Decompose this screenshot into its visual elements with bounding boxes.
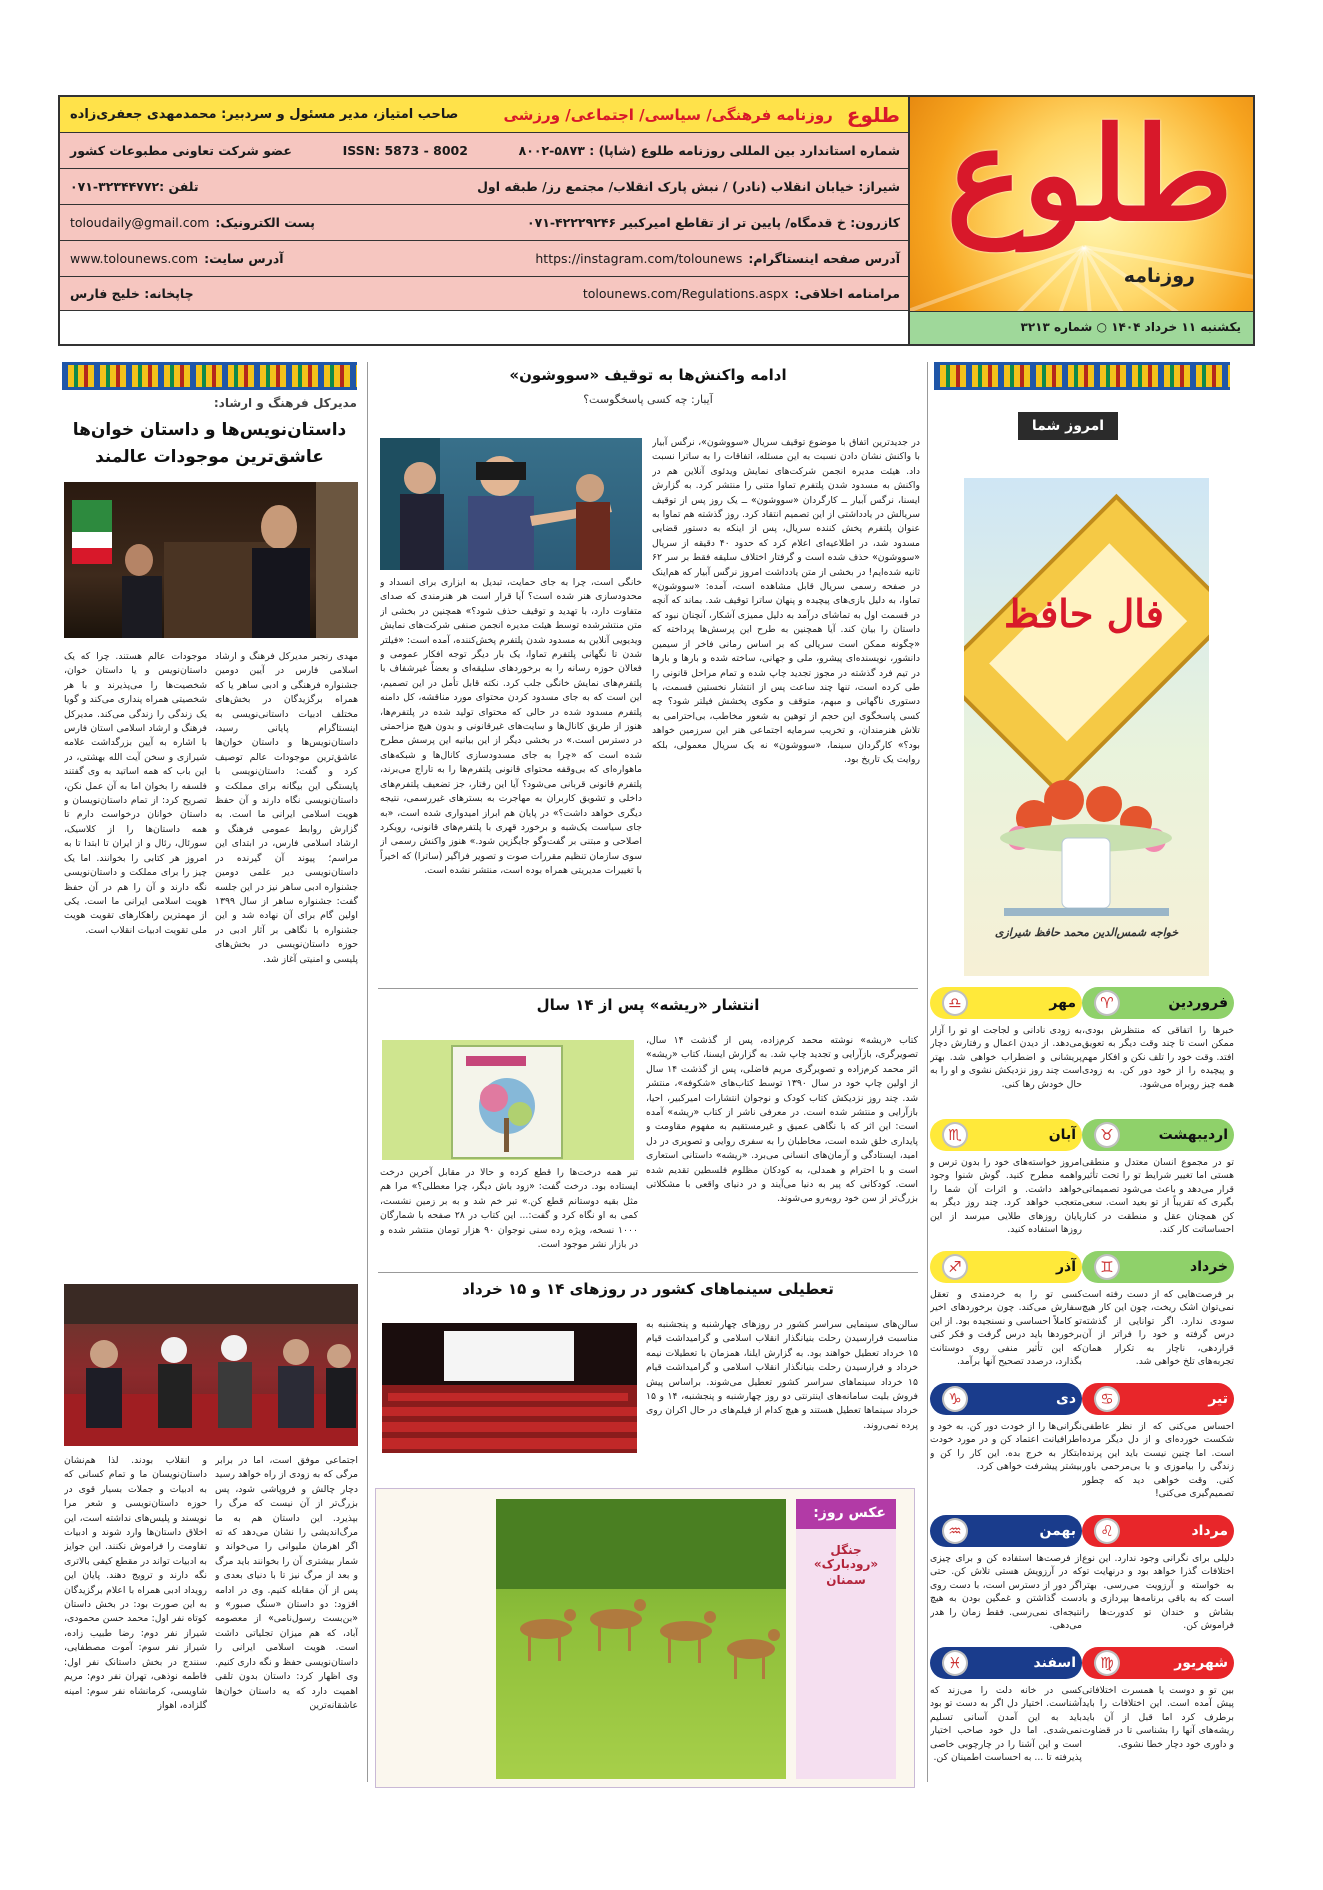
risheh-article-headline: انتشار «ریشه» پس از ۱۴ سال: [536, 996, 760, 1014]
zodiac-symbol-icon: ♑: [942, 1386, 968, 1412]
horoscope-sign: [930, 1515, 1082, 1642]
masthead-row-ethics: [60, 277, 910, 311]
masthead-issn: ISSN: 5873 - 8002: [342, 143, 468, 158]
logo-box: [908, 97, 1253, 311]
zodiac-symbol-icon: ♍: [1094, 1650, 1120, 1676]
horoscope-sign-name: شهریور: [1174, 1655, 1228, 1671]
horoscope-sign-name: اردیبهشت: [1158, 1127, 1228, 1143]
horoscope-sign: [930, 1251, 1082, 1378]
horoscope-sign-text: احساس می‌کنی که از نظر عاطفی شکست خورده‌ای و از دل دیگر مرده است. اما چنین نیست باید این پرنده زندگی را بیاموزی و با بی‌مرحمی باور کنی. وقت خواهی دید که چطور تصمیم‌گیری می‌کنی!: [1082, 1421, 1234, 1500]
hafez-poster: [964, 478, 1209, 976]
masthead-email-label: پست الکترونیک:: [215, 215, 315, 230]
horoscope-sign-name: بهمن: [1039, 1523, 1076, 1539]
left-article-headline: داستان‌نویس‌ها و داستان خوان‌ها عاشق‌ترین موجودات عالمند: [72, 420, 347, 467]
horoscope-sign-text: تو در مجموع انسان معتدل و منطقی هستی اما تغییر شرایط تو را تحت تأثیر قرار می‌دهد و باعث می‌شود تصمیماتی بگیری که تقریباً از تو بعید است. سعی کن همچنان عقل و منطقت در کنار احساساتت کار کند.: [1082, 1157, 1234, 1236]
horoscope-sign: [1082, 1647, 1234, 1774]
horoscope-sign-text: بر فرصت‌هایی که از دست رفته است نمی‌توان اشک ریخت، چون این کار هیچ سودی ندارد. اگر توانایی از گذشته درس گرفته و خود را فراتر از آن قراردهی، ناچار به تکرار همان تجربه‌های تلخ خواهی شد.: [1082, 1289, 1234, 1368]
photo-of-day-caption-city: سمنان: [826, 1573, 866, 1587]
masthead-printer: چاپخانه: خلیج فارس: [70, 286, 194, 301]
horoscope-sign-name: دی: [1055, 1391, 1076, 1407]
horoscope-sign-title: [1082, 987, 1234, 1019]
horoscope-sign-title: [1082, 1515, 1234, 1547]
masthead-ethics-link[interactable]: tolounews.com/Regulations.aspx: [582, 286, 789, 301]
masthead-site-label: آدرس سایت:: [204, 251, 284, 266]
masthead-row-web: [60, 241, 910, 277]
masthead-row-kazerun: [60, 205, 910, 241]
newspaper-logo-subtitle: روزنامه: [1123, 265, 1195, 287]
photo-of-day-caption-panel: [796, 1529, 896, 1779]
newspaper-logo: طلوع: [946, 100, 1233, 250]
left-article-event-photo: [64, 1284, 358, 1446]
horoscope-sign-text: از فرصت‌ها استفاده کن و برای چیزی که در آرزویش هستی تلاش کن. حتی اگر دور از دسترس است، با دست روی دست گذاشتن و غمگین بودن به هیچ نتیجه‌ای نمی‌رسی. فقط زمان را هدر می‌دهی.: [930, 1553, 1082, 1632]
horoscope-sign-name: آبان: [1048, 1127, 1076, 1143]
left-article-col-2: موجودات عالم هستند. چرا که یک داستان‌نویس و یا داستان خوان، شخصیت‌ها را می‌پذیرند و با هر شخصیتی همراه پنداری می‌کند و گویا یک زندگی را زندگی می‌کند. مدیرکل فرهنگ و ارشاد اسلامی استان فارس با اشاره به آیین بزرگداشت علامه شیرازی و سخن آیت الله بهشتی، در این باب که همه اساتید به وی گفتند فلسفه را بخوان اما به آن عمل نکن، تصریح کرد: از تمام داستان‌نویسان و داستان خوانان درخواست دارم تا همه داستان‌ها را از کلاسیک، سورئال، رئال و از ایران تا ابتدا تا به امروز هر کتابی را بخوانند. اما یک چیز را برای مملکت و داستان‌نویسی نگه دارند و آن را هم در آن حفظ هویت اسلامی ایرانی ما است. یکی از مهمترین راهکارهای تقویت هویت ملی تقویت ادبیات انقلاب است.: [64, 651, 207, 936]
masthead-instagram-label: آدرس صفحه اینستاگرام:: [748, 251, 900, 266]
horoscope-sign-name: مرداد: [1191, 1523, 1228, 1539]
section-divider-2: [378, 1272, 918, 1273]
zodiac-symbol-icon: ♉: [1094, 1122, 1120, 1148]
horoscope-sign-title: [930, 1119, 1082, 1151]
photo-of-day-caption: جنگل «رودبارک»: [813, 1543, 879, 1571]
main-article-subhead: آیبار: چه کسی پاسخگوست؟: [583, 393, 713, 406]
horoscope-sign: [1082, 987, 1234, 1114]
horoscope-sign-name: آذر: [1055, 1259, 1076, 1275]
horoscope-sign: [1082, 1515, 1234, 1642]
zodiac-symbol-icon: ♒: [942, 1518, 968, 1544]
masthead-owner: صاحب امتیاز، مدیر مسئول و سردبیر: محمدمهدی جعفری‌زاده: [70, 107, 459, 122]
hafez-poster-title: فال حافظ: [1004, 591, 1164, 636]
masthead-row-issn: [60, 133, 910, 169]
masthead-email[interactable]: toloudaily@gmail.com: [70, 215, 210, 230]
horoscope-sign-name: مهر: [1049, 995, 1076, 1011]
horoscope-sign: [930, 1119, 1082, 1246]
main-article-col-right: در جدیدترین اتفاق با موضوع توقیف سریال «سووشون»، نرگس آبیار با واکنش نشان دادن نسبت به این مسئله، اتفاقات را به ساترا نسبت داد. هیئت مدیره انجمن شرکت‌های نمایش ویدئوی آنلاین هم در واکنش به مسدود شدن پلتفرم تماوا متنی را منتشر کرد. به گزارش ایسنا، نرگس آبیار ــ کارگردان «سووشون» ــ یک روز پس از توقیف سریالش در یادداشتی از این تصمیم انتقاد کرد. روز گذشته هم تماوا به عنوان پلتفرم پخش کننده سریال، پس از اینکه به دستور قضایی مسدود شد، در اطلاعیه‌ای اعلام کرد که حدود ۴۰ دقیقه از سریال «سووشون» حذف شده است و گرفتار اختلاف سلیقه فقط بر سر ۶۲ ثانیه شده‌ایم! در بخشی از متن یادداشت امروز نرگس آبیار که هم‌اینک در صفحه رسمی سریال قابل مشاهده است، آمده: «سووشون» تماوا، به دلیل بازی‌های پیچیده و پنهان ساترا توقیف شد. بماند که آنچه در قسمت اول به تماشای درآمد به دلیل ممیزی آشکار، آنچنان نبود که داستان را بیان کند. آیا همچنین به طرح این پرسش‌ها پرداخته که «چگونه ممکن است سریالی که بر اساس رمانی فاخر از سیمین دانشور، نویسنده‌ای پیشرو، ملی و جهانی، ساخته شده و بارها و بارها در تیم فرد گذشته در مجوز تجدید چاپ شده و تمام مراحل قانونی را طی کرده است، تنها چند ساعت پس از انتشار نخستین قسمت، با دستوری ناگهانی و مبهم، متوقف و مکوی پخشش فیلتر شود؟ چه کسی پاسخگوی این حجم از توهین به شعور مخاطب، بی‌احترامی به تلاش هنرمندان، و تخریب سرمایه اجتماعی هنر این سرزمین خواهد بود؟» کارگردان سینما، «سووشون» نه یک سریال معمولی، بلکه روایت یک تاریخ بود.: [652, 437, 920, 765]
left-article-col-4: و انقلاب بودند. لذا هم‌نشان داستان‌نویسان ما و تمام کسانی که به ادبیات و جملات بسیار قوی در حوزه داستان‌نویسی و شعر مرا نویسند و پلیس‌های نداشته است، این اخلاق داستان‌ها وارد شوند و ادبیات تقاومت را فراموش نکنند. این جوایز به ادبیات تواند در مقطع کیفی بالاتری نگه دارند و ترویج دهند. پایان این رویداد ادبی همراه با اعلام برگزیدگان به این صورت بود: در بخش داستان کوتاه نفر اول: محمد حسن محمودی، شیراز نفر دوم: رضا طبیب زاده، شیراز نفر سوم: آموت مصطفایی، سنندج در بخش داستانک نفر اول: فاطمه نوذهی، تهران نفر دوم: مریم شاویسی، کرمانشاه نفر سوم: امینه گلزاده، اهواز: [64, 1455, 207, 1711]
main-article-photo: [380, 438, 642, 570]
cinema-article-body: سالن‌های سینمایی سراسر کشور در روزهای چهارشنبه و پنجشنبه به مناسبت فرارسیدن رحلت بنیانگذار انقلاب اسلامی و گرامیداشت قیام ۱۵ خرداد تعطیل خواهند بود. به گزارش ایلنا، همزمان با تعطیلات نیمه خرداد و فرارسیدن رحلت بنیانگذار انقلاب اسلامی و گرامیداشت قیام ۱۵ خرداد سینماهای سراسر کشور تعطیل می‌شوند. براساس پیش فروش بلیت سامانه‌های اینترنتی دو روز چهارشنبه و پنجشنبه، ۱۴ و ۱۵ خرداد سینماها تعطیل هستند و هیچ کدام از فیلم‌های در حال اکران روی پرده نمی‌روند.: [646, 1319, 918, 1431]
masthead-row-shiraz: [60, 169, 910, 205]
horoscope-sign: [930, 1383, 1082, 1510]
horoscope-sign-name: خرداد: [1190, 1259, 1228, 1275]
issue-date: یکشنبه ۱۱ خرداد ۱۴۰۴ ○ شماره ۳۲۱۳: [908, 311, 1253, 344]
masthead-kazerun-address: کازرون: خ قدمگاه/ پایین تر از تقاطع امیرکبیر ۴۲۲۲۹۲۴۶-۰۷۱: [526, 215, 900, 230]
cinema-photo: [382, 1323, 637, 1453]
masthead-ethics-label: مرامنامه اخلاقی:: [794, 286, 900, 301]
horoscope-sign-title: [930, 1647, 1082, 1679]
masthead-paper-type: روزنامه فرهنگی/ سیاسی/ اجتماعی/ ورزشی: [503, 105, 833, 124]
risheh-book-cover: [382, 1040, 634, 1160]
zodiac-symbol-icon: ♐: [942, 1254, 968, 1280]
horoscope-sign-text: کسی تو را به خردمندی و تعقل سفارش می‌کند. چون برخوردهای اخیر تو کاملاً احساسی و نسنجیده بود. از این برخوردها باید درس گرفت و فکر کنی که این تأثیر منفی روی دوستانت بگذارد، درصدد تصحیح آنها برآمد.: [930, 1289, 1082, 1368]
zodiac-symbol-icon: ♎: [942, 990, 968, 1016]
left-article-col-3: اجتماعی موفق است، اما در برابر مرگی که به زودی از راه خواهد رسید دچار چالش و فروپاشی شود، پس بزرگ‌تر از آن نیست که مرگ را بپذیرد. این داستان هم به ما مرگ‌اندیشی را نشان می‌دهد که ته‌ اگر اهرمان ملیوانی را می‌خواند و شمار بیشتری آن را بخوانند باید مرگ و بعد از مرگ نیز تا با دنیای بعدی و پس از آن مقابله کنیم. وی در ادامه افزود: دو داستان «سنگ صبور» و «بن‌بست رسول‌نامی» از معصومه آباد، که هم میزان تجلیاتی داشت است. هویت اسلامی ایرانی را داستان‌نویسی حفظ و نگه داری کنیم. وی اظهار کرد: داستان بدون تلقی اهمیت دارد که یه داستان خوان‌ها عاشقانه‌ترین: [215, 1455, 358, 1711]
horoscope-sign: [1082, 1251, 1234, 1378]
masthead-issn-intl: شماره استاندارد بین المللی روزنامه طلوع (شاپا) : ۵۸۷۳-۸۰۰۲: [518, 143, 900, 158]
horoscope-sign-name: فروردین: [1168, 995, 1228, 1011]
horoscope-sign: [1082, 1119, 1234, 1246]
left-article-col-1: مهدی رنجبر مدیرکل فرهنگ و ارشاد اسلامی فارس در آیین دومین جشنواره فرهنگی و ادبی ساهر یا که همراه برگزیدگان در بخش‌های مختلف ادبیات داستانی‌نویسی به اینستاگرام پایانی رسید، داستان‌نویس‌ها و داستان خوان‌ها عاشق‌ترین موجودات عالم توصیف کرد و گفت: داستان‌نویسی با پایستگی این بیگانه برای مملکت و داستان‌نویسی نگاه دارند و آن حفظ هویت اسلامی ایرانی ما است. به گزارش روابط عمومی فرهنگ و ارشاد اسلامی فارس، در ابتدای این مراسم؛ پیوند آن گیرنده در داستان‌نویسی دیر علمی دومین جشنواره ادبی ساهر نیز در این جلسه گفت: جشنواره ساهر از سال ۱۳۹۹ اولین گام برای آن نهاده شد و این جشنواره با نگاهی بر آثار ادبی در حوزه داستان‌نویسی در بخش‌های پلیسی و امنیتی آغاز شد.: [215, 651, 358, 965]
masthead-blank-row: [60, 311, 910, 344]
horoscope-sign-title: [1082, 1383, 1234, 1415]
horoscope-sign-text: بین تو و دوست یا همسرت اختلافاتی پیش آمده است. این اختلافات را باید برطرف کرد اما قبل از آن باید ریشه‌های آنها را بشناسی تا در قضاوت و داوری خود دچار خطا نشوی.: [1082, 1685, 1234, 1750]
horoscope-sign-title: [1082, 1119, 1234, 1151]
horoscope-sign-text: خبرها را اتفاقی که منتظرش بودی، ممکن است تا چند وقت دیگر به تعویق افتد. وقت خود را تلف نکن و افکار مهم و پیچیده را از خود دور کن. به زودی همه چیز روبراه می‌شود.: [1082, 1025, 1234, 1090]
decorative-tile-strip-left: [62, 362, 357, 390]
column-divider: [367, 362, 368, 1782]
photo-of-day-box: [375, 1488, 915, 1788]
horoscope-sign-title: [930, 987, 1082, 1019]
main-article-col-left: خانگی است، چرا به جای حمایت، تبدیل به ابزاری برای انسداد و محدودسازی هنر شده است؟ آیا قرار است هر هنرمندی که صدای متفاوت دارد، با تهدید و توقیف حذف شود؟» همچنین در بخشی از متن منتشرشده توسط هیئت مدیره انجمن صنفی شرکت‌های نمایش ویدیویی آنلاین به مسدود شدن پلتفرم پخش‌کننده، آمده است: «فیلتر شدن تا نگهانی پلتفرم تماوا، یک بار دیگر توجه افکار عمومی و فعالان حوزه رسانه را به برخوردهای سلیقه‌ای و بعضاً غیرشفاف با پلتفرم‌های نمایش خانگی جلب کرد. نکته قابل تأمل در این تصمیم، این است که به جای مسدود کردن محتوای مورد مناقشه، کل دامنه پلتفرم مسدود شده در حالی که محتوای تولید شده در پلتفرم‌ها، هنوز از طریق کانال‌ها و سایت‌های غیرقانونی و بدون هیچ مزاحمتی در دسترس است.» در بخشی دیگر از این بیانیه این پرسش مطرح شده است که «چرا به جای مسدودسازی کانال‌ها و شبکه‌های ماهواره‌ای که بی‌وقفه محتوای قانونی پلتفرم‌ها را به تاراج می‌برند، پلتفرم قانونی قربانی می‌شود؟ آیا این رفتار، جز تضعیف پلتفرم‌های داخلی و تشویق کاربران به مهاجرت به بسترهای غیررسمی، نتیجه دیگری خواهد داشت؟» در پایان هم ابراز امیدواری شده است، «به جای سیاست یک‌شبه و برخورد قهری با پلتفرم‌های قانونی، رویکرد اصلاحی و مبتنی بر گفت‌وگو جایگزین شود.» هنوز واکنش رسمی از سوی سازمان تنظیم مقررات صوت و تصویر فراگیر (ساترا) که اخیراً با تغییرات مدیریتی همراه بوده است، منتشر نشده است.: [380, 577, 642, 877]
horoscope-sign-name: اسفند: [1033, 1655, 1076, 1671]
horoscope-sign-title: [930, 1383, 1082, 1415]
photo-of-day-label: عکس روز:: [796, 1499, 896, 1529]
risheh-article-col-right: کتاب «ریشه» نوشته محمد کرم‌زاده، پس از گذشت ۱۴ سال، تصویرگری، بازآرایی و تجدید چاپ شد. به گزارش ایسنا، کتاب «ریشه» اثر محمد کرم‌زاده و تصویرگری مریم فاضلی، پس از گذشت ۱۴ سال از اولین چاپ خود در سال ۱۳۹۰ توسط کتاب‌های «شکوفه»، منتشر شد. چند روز نزدیکش کتاب کودک و نوجوان انتشارات امیرکبیر، احیا، بازآرایی و منتشر شده است. در معرفی ناشر از کتاب «ریشه» آمده است: این اثر که با نگاهی عمیق و غیرمستقیم به مفهوم مقاومت و پایداری خلق شده است، مخاطبان را به سفری روایی و تصویری در دل امید، ایستادگی و آرمان‌های انسانی می‌برد. «ریشه» داستانی استعاری است و با احترام و همدلی، به کودکان مظلوم فلسطین تقدیم شده است. کودکانی که پیر به دنیا می‌آیند و در دنیای واقعی با مشکلاتی بزرگ‌تر از سن خود روبه‌رو می‌شوند.: [646, 1035, 918, 1205]
zodiac-symbol-icon: ♈: [1094, 990, 1120, 1016]
horoscope-sign-text: دلیلی برای نگرانی وجود ندارد. این نوع اختلافات گذرا خواهد بود و درنهایت تو به خواسته و آرزویت می‌رسی. بهتر است که به باقی برنامه‌ها بپردازی و با بشاش و خندان تو کدورت‌ها را فراموش کن.: [1082, 1553, 1234, 1632]
masthead-paper-name: طلوع: [846, 102, 900, 127]
horoscope-sign-name: تیر: [1208, 1391, 1228, 1407]
horoscope-sign-title: [930, 1251, 1082, 1283]
horoscope-sign-text: به زودی نادانی و لجاجت او تو را آزار می‌دهد. از دیدن اعمال و رفتارش دچار پریشانی و اضطراب خواهی شد. بهتر است چند روز نزدیکش نشوی و او را به حال خودش رها کنی.: [930, 1025, 1082, 1090]
zodiac-symbol-icon: ♋: [1094, 1386, 1120, 1412]
zodiac-symbol-icon: ♊: [1094, 1254, 1120, 1280]
masthead-member: عضو شرکت تعاونی مطبوعات کشور: [70, 143, 292, 158]
horoscope-sign-title: [930, 1515, 1082, 1547]
left-article-kicker: مدیرکل فرهنگ و ارشاد:: [213, 396, 357, 410]
masthead-site-link[interactable]: www.tolounews.com: [70, 251, 199, 266]
zodiac-symbol-icon: ♓: [942, 1650, 968, 1676]
horoscope-sign-title: [1082, 1251, 1234, 1283]
decorative-tile-strip-right: [934, 362, 1230, 390]
horoscope-sign-text: نگرانی‌ها را از خودت دور کن. به خود و اطرافیانت اعتماد کن و در مورد خودت ابتکار به خرج بده. این کار را کن و بیشتر پیشرفت خواهی کرد.: [930, 1421, 1082, 1473]
risheh-article-col-left: تبر همه درخت‌ها را قطع کرده و حالا در مقابل آخرین درخت ایستاده بود. درخت گفت: «زود باش دیگر، چرا معطلی؟» مرا هم مثل بقیه دوستانم قطع کن.» تبر خم شد و به بر زمین نشست، کمی به او نگاه کرد و گفت:... این کتاب در ۲۸ صفحه با شمارگان ۱۰۰۰ نسخه، ویژه رده سنی نوجوان ۹۰ هزار تومان منتشر شده و در بازار نشر موجود است.: [380, 1167, 638, 1251]
masthead-shiraz-address: شیراز: خیابان انقلاب (نادر) / نبش پارک انقلاب/ مجتمع رز/ طبقه اول: [477, 179, 900, 194]
horoscope-sign: [1082, 1383, 1234, 1510]
masthead-row-title: [60, 97, 910, 133]
masthead-instagram-link[interactable]: https://instagram.com/tolounews: [535, 251, 743, 266]
horoscope-sign-text: کسی در خانه دلت را می‌زند که آشناست. اختیار دل اگر به دست تو بود باید به این آمدن آسانی تسلیم نمی‌شدی. اما دل خود صاحب اختیار است و این آشنا را در چارچوبی خاصی پذیرفته تا ... به احساست اطمینان کن.: [930, 1685, 1082, 1764]
cinema-article-headline: تعطیلی سینماهای کشور در روزهای ۱۴ و ۱۵ خرداد: [462, 1280, 834, 1298]
horoscope-header: امروز شما: [1018, 412, 1118, 440]
photo-of-day-image: [496, 1499, 786, 1779]
horoscope-sign-text: امروز خواسته‌های خود را بدون ترس و واهمه مطرح کنید. گوش شنوا وجود خواهد داشت. و اثرات آن شما را متعجب خواهد کرد. چند روز دیگر به پایان روزهای طلایی میرسد از این روزها استفاده کنید.: [930, 1157, 1082, 1236]
horoscope-sign: [930, 1647, 1082, 1774]
horoscope-sign-title: [1082, 1647, 1234, 1679]
zodiac-symbol-icon: ♏: [942, 1122, 968, 1148]
column-divider-2: [927, 362, 928, 1782]
hafez-poster-signature: خواجه شمس‌الدین محمد حافظ شیرازی: [994, 926, 1179, 939]
zodiac-symbol-icon: ♌: [1094, 1518, 1120, 1544]
main-article-headline: ادامه واکنش‌ها به توقیف «سووشون»: [509, 366, 787, 384]
masthead: [58, 95, 1255, 346]
left-article-photo: [64, 482, 358, 638]
horoscope-sign: [930, 987, 1082, 1114]
masthead-phone: تلفن :۳۲۳۴۴۷۷۲-۰۷۱: [70, 179, 199, 194]
section-divider: [378, 988, 918, 989]
